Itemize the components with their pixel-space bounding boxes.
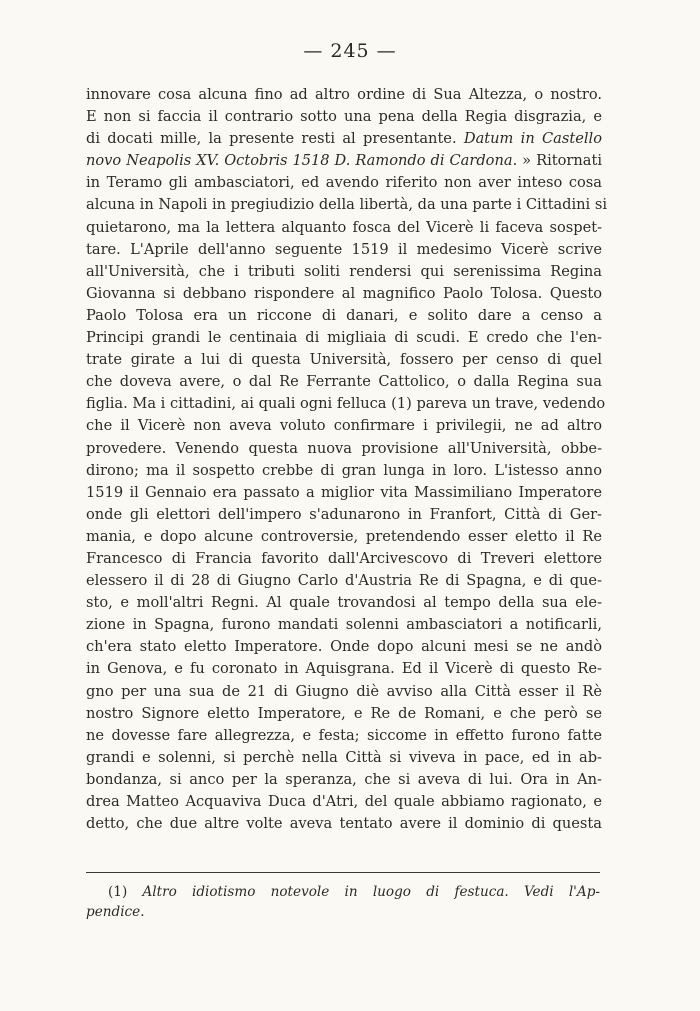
text-segment: ne dovesse fare allegrezza, e festa; siccome in effetto furono fatte: [86, 726, 602, 744]
text-line: [86, 636, 602, 658]
text-line: [86, 150, 602, 172]
text-line: [86, 725, 602, 747]
text-line: [86, 349, 602, 371]
text-line: [86, 681, 602, 703]
text-line: [86, 106, 602, 128]
italic-segment: novo Neapolis XV. Octobris 1518 D. Ramondo di Cardona: [86, 152, 513, 170]
text-segment: quietarono, ma la lettera alquanto fosca del Vicerè li faceva sospet-: [86, 218, 602, 236]
footnote-mark: (1): [108, 884, 143, 900]
footnote-line: [86, 882, 600, 902]
text-segment: innovare cosa alcuna fino ad altro ordine di Sua Altezza, o nostro.: [86, 86, 602, 103]
text-segment: onde gli elettori dell'impero s'adunarono in Franfort, Città di Ger-: [86, 505, 602, 523]
text-line: [86, 614, 602, 636]
text-line: [86, 504, 602, 526]
text-line: [86, 526, 602, 548]
text-line: [86, 239, 602, 261]
footnote-text: Altro idiotismo notevole in luogo di festuca. Vedi l'Ap-: [142, 884, 601, 900]
text-segment: provedere. Venendo questa nuova provisione all'Università, obbe-: [86, 439, 602, 457]
text-segment: . » Ritornati: [512, 152, 602, 170]
text-segment: drea Matteo Acquaviva Duca d'Atri, del quale abbiamo ragionato, e: [86, 793, 602, 810]
text-segment: 1519 il Gennaio era passato a miglior vita Massimiliano Imperatore: [86, 483, 602, 501]
text-segment: Principi grandi le centinaia di migliaia di scudi. E credo che l'en-: [86, 329, 602, 347]
footnote: [86, 882, 600, 922]
text-segment: Francesco di Francia favorito dall'Arcivescovo di Treveri elettore: [86, 549, 602, 567]
text-line: [86, 84, 602, 106]
footnote-line: pendice.: [86, 904, 145, 920]
text-line: [86, 570, 602, 592]
text-line: [86, 482, 602, 504]
text-line: [86, 415, 602, 437]
text-line: [86, 261, 602, 283]
text-segment: all'Università, che i tributi soliti rendersi qui serenissima Regina: [86, 262, 602, 280]
text-segment: in Genova, e fu coronato in Aquisgrana. Ed il Vicerè di questo Re-: [86, 660, 602, 678]
text-segment: dirono; ma il sospetto crebbe di gran lunga in loro. L'istesso anno: [86, 461, 602, 479]
text-segment: E non si faccia il contrario sotto una pena della Regia disgrazia, e: [86, 108, 602, 126]
text-segment: ch'era stato eletto Imperatore. Onde dopo alcuni mesi se ne andò: [86, 638, 602, 656]
text-line: [86, 371, 602, 393]
page-number: — 245 —: [303, 40, 397, 62]
text-segment: tare. L'Aprile dell'anno seguente 1519 il medesimo Vicerè scrive: [86, 240, 602, 258]
text-line: [86, 658, 602, 680]
text-segment: che il Vicerè non aveva voluto confirmare i privilegii, ne ad altro: [86, 417, 602, 435]
text-line: [86, 194, 608, 216]
italic-segment: Datum in Castello: [463, 130, 602, 148]
text-line: [86, 438, 602, 460]
text-line: [86, 769, 602, 791]
text-line: [86, 393, 606, 415]
text-line: [86, 217, 602, 239]
text-segment: che doveva avere, o dal Re Ferrante Cattolico, o dalla Regina sua: [86, 373, 602, 391]
body-text: [86, 84, 608, 835]
text-segment: Giovanna si debbano rispondere al magnifico Paolo Tolosa. Questo: [86, 284, 602, 302]
text-line: [86, 548, 602, 570]
text-segment: figlia. Ma i cittadini, ai quali ogni felluca (1) pareva un trave, vedendo: [86, 395, 606, 413]
text-segment: elessero il di 28 di Giugno Carlo d'Austria Re di Spagna, e di que-: [86, 572, 602, 590]
text-segment: bondanza, si anco per la speranza, che si aveva di lui. Ora in An-: [86, 770, 602, 788]
text-line: [86, 592, 602, 614]
text-segment: mania, e dopo alcune controversie, pretendendo esser eletto il Re: [86, 527, 602, 545]
text-line: [86, 460, 602, 482]
text-segment: gno per una sua de 21 di Giugno diè avviso alla Città esser il Rè: [86, 682, 602, 700]
text-segment: detto, che due altre volte aveva tentato avere il dominio di questa: [86, 815, 602, 833]
text-line: [86, 327, 602, 349]
text-segment: nostro Signore eletto Imperatore, e Re de Romani, e che però se: [86, 704, 602, 722]
text-segment: grandi e solenni, si perchè nella Città si viveva in pace, ed in ab-: [86, 748, 602, 766]
text-line: [86, 172, 602, 194]
text-segment: di docati mille, la presente resti al presentante.: [86, 130, 464, 148]
text-segment: zione in Spagna, furono mandati solenni ambasciatori a notificarli,: [86, 616, 602, 634]
footnote-rule: [86, 872, 600, 873]
text-line: [86, 128, 602, 150]
text-line: [86, 791, 602, 813]
text-line: [86, 703, 602, 725]
text-segment: in Teramo gli ambasciatori, ed avendo riferito non aver inteso cosa: [86, 174, 602, 192]
text-line: [86, 747, 602, 769]
text-line: [86, 283, 602, 305]
text-line: [86, 305, 602, 327]
text-line: [86, 813, 602, 835]
text-segment: sto, e moll'altri Regni. Al quale trovandosi al tempo della sua ele-: [86, 594, 602, 612]
text-segment: Paolo Tolosa era un riccone di danari, e solito dare a censo a: [86, 306, 602, 324]
text-segment: trate girate a lui di questa Università, fossero per censo di quel: [86, 351, 602, 369]
text-segment: alcuna in Napoli in pregiudizio della libertà, da una parte i Cittadini si: [86, 196, 608, 214]
